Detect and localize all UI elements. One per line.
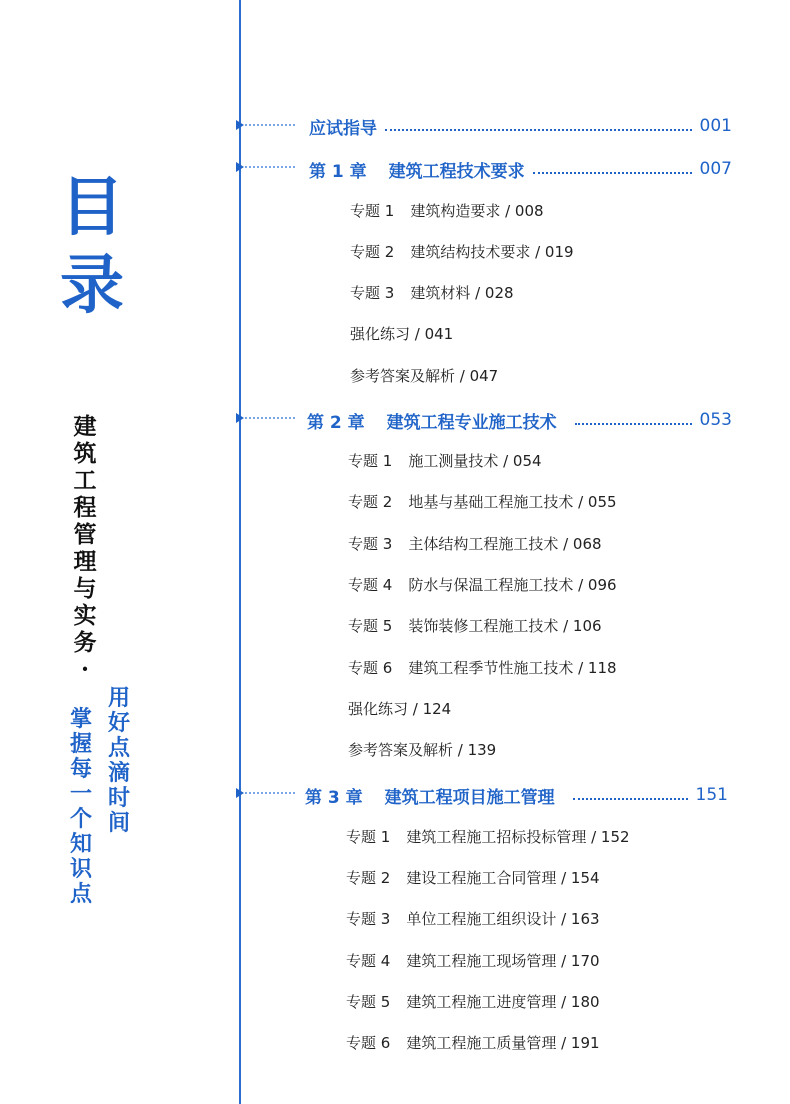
topic-label: 专题 1 bbox=[346, 828, 391, 846]
toc-item[interactable] bbox=[348, 615, 602, 637]
page-title-char: 目 bbox=[60, 170, 124, 245]
toc-item[interactable] bbox=[346, 908, 600, 930]
chapter-number: 第 3 章 bbox=[305, 787, 363, 808]
topic-text: 建筑工程季节性施工技术 / 118 bbox=[408, 659, 617, 677]
topic-label: 专题 4 bbox=[348, 576, 393, 594]
topic-label: 专题 3 bbox=[350, 284, 395, 302]
page-title bbox=[52, 170, 132, 323]
topic-text: 参考答案及解析 / 047 bbox=[350, 367, 499, 385]
topic-label: 专题 4 bbox=[346, 952, 391, 970]
slogan-char: 掌 bbox=[69, 706, 92, 732]
toc-item[interactable] bbox=[346, 826, 630, 848]
topic-label: 专题 3 bbox=[346, 910, 391, 928]
slogan-char: 间 bbox=[107, 810, 130, 836]
topic-text: 建设工程施工合同管理 / 154 bbox=[406, 869, 600, 887]
toc-page-number: 053 bbox=[699, 410, 732, 430]
book-title-char: 理 bbox=[73, 548, 97, 575]
topic-label: 专题 6 bbox=[348, 659, 393, 677]
section-marker-icon bbox=[236, 162, 296, 172]
slogan-char: 好 bbox=[107, 710, 130, 736]
slogan-char: 点 bbox=[107, 735, 130, 761]
topic-text: 建筑工程施工质量管理 / 191 bbox=[406, 1034, 600, 1052]
toc-chapter-1[interactable] bbox=[309, 157, 732, 181]
topic-label: 专题 2 bbox=[350, 243, 395, 261]
topic-text: 强化练习 / 041 bbox=[350, 325, 454, 343]
slogan-left bbox=[66, 707, 96, 907]
slogan-char: 一 bbox=[69, 781, 92, 807]
topic-label: 专题 2 bbox=[348, 493, 393, 511]
dot-leader bbox=[533, 172, 692, 174]
slogan-char: 握 bbox=[69, 731, 92, 757]
slogan-char: 识 bbox=[69, 856, 92, 882]
topic-text: 装饰装修工程施工技术 / 106 bbox=[408, 617, 602, 635]
chapter-number: 第 2 章 bbox=[307, 412, 365, 433]
book-title bbox=[68, 413, 102, 683]
topic-text: 强化练习 / 124 bbox=[348, 700, 452, 718]
toc-item[interactable] bbox=[346, 1032, 600, 1054]
toc-page-number: 001 bbox=[699, 116, 732, 136]
toc-item[interactable] bbox=[348, 491, 617, 513]
topic-text: 建筑工程施工进度管理 / 180 bbox=[406, 993, 600, 1011]
chapter-title: 建筑工程项目施工管理 bbox=[384, 787, 555, 808]
book-title-char: 程 bbox=[73, 494, 97, 521]
section-marker-icon bbox=[236, 413, 296, 423]
section-marker-icon bbox=[236, 788, 296, 798]
topic-text: 单位工程施工组织设计 / 163 bbox=[406, 910, 600, 928]
topic-text: 建筑材料 / 028 bbox=[410, 284, 514, 302]
toc-item[interactable] bbox=[350, 200, 544, 222]
toc-chapter-3[interactable] bbox=[305, 783, 728, 807]
topic-label: 专题 1 bbox=[348, 452, 393, 470]
toc-item[interactable] bbox=[348, 533, 602, 555]
toc-item[interactable] bbox=[346, 867, 600, 889]
section-marker-icon bbox=[236, 120, 296, 130]
topic-label: 专题 6 bbox=[346, 1034, 391, 1052]
slogan-char: 点 bbox=[69, 881, 92, 907]
toc-item[interactable] bbox=[348, 698, 451, 720]
toc-item[interactable] bbox=[350, 365, 498, 387]
book-title-char: 建 bbox=[73, 413, 97, 440]
topic-label: 专题 1 bbox=[350, 202, 395, 220]
topic-label: 专题 5 bbox=[348, 617, 393, 635]
topic-label: 专题 5 bbox=[346, 993, 391, 1011]
topic-text: 施工测量技术 / 054 bbox=[408, 452, 542, 470]
book-title-char: 实 bbox=[73, 602, 97, 629]
toc-chapter-2[interactable] bbox=[307, 408, 732, 432]
toc-item[interactable] bbox=[346, 991, 600, 1013]
slogan-char: 滴 bbox=[107, 760, 130, 786]
toc-item[interactable] bbox=[348, 450, 542, 472]
toc-page-number: 151 bbox=[695, 785, 728, 805]
dot-leader bbox=[575, 423, 692, 425]
toc-item[interactable] bbox=[348, 574, 617, 596]
topic-text: 防水与保温工程施工技术 / 096 bbox=[408, 576, 617, 594]
toc-entry-guide[interactable] bbox=[309, 114, 732, 138]
book-title-char: 务 bbox=[73, 629, 97, 656]
book-title-char: 筑 bbox=[73, 440, 97, 467]
toc-item[interactable] bbox=[350, 323, 453, 345]
slogan-char: 知 bbox=[69, 831, 92, 857]
toc-entry-title: 应试指导 bbox=[309, 118, 377, 139]
book-title-char: · bbox=[80, 656, 89, 683]
topic-text: 建筑工程施工现场管理 / 170 bbox=[406, 952, 600, 970]
topic-text: 建筑工程施工招标投标管理 / 152 bbox=[406, 828, 630, 846]
page-title-char: 录 bbox=[60, 248, 124, 323]
topic-text: 参考答案及解析 / 139 bbox=[348, 741, 497, 759]
topic-text: 建筑结构技术要求 / 019 bbox=[410, 243, 574, 261]
slogan-char: 每 bbox=[69, 756, 92, 782]
book-title-char: 与 bbox=[73, 575, 97, 602]
topic-text: 地基与基础工程施工技术 / 055 bbox=[408, 493, 617, 511]
dot-leader bbox=[573, 798, 688, 800]
slogan-char: 时 bbox=[107, 785, 130, 811]
toc-page-number: 007 bbox=[699, 159, 732, 179]
toc-item[interactable] bbox=[350, 241, 574, 263]
slogan-char: 个 bbox=[69, 806, 92, 832]
toc-item[interactable] bbox=[348, 657, 617, 679]
chapter-title: 建筑工程技术要求 bbox=[388, 161, 525, 182]
topic-label: 专题 3 bbox=[348, 535, 393, 553]
chapter-title: 建筑工程专业施工技术 bbox=[386, 412, 557, 433]
topic-label: 专题 2 bbox=[346, 869, 391, 887]
book-title-char: 管 bbox=[73, 521, 97, 548]
toc-item[interactable] bbox=[350, 282, 514, 304]
slogan-right bbox=[104, 686, 134, 836]
toc-item[interactable] bbox=[346, 950, 600, 972]
topic-text: 主体结构工程施工技术 / 068 bbox=[408, 535, 602, 553]
topic-text: 建筑构造要求 / 008 bbox=[410, 202, 544, 220]
book-title-char: 工 bbox=[73, 467, 97, 494]
chapter-number: 第 1 章 bbox=[309, 161, 367, 182]
toc-item[interactable] bbox=[348, 739, 496, 761]
slogan-char: 用 bbox=[107, 685, 130, 711]
dot-leader bbox=[385, 129, 692, 131]
